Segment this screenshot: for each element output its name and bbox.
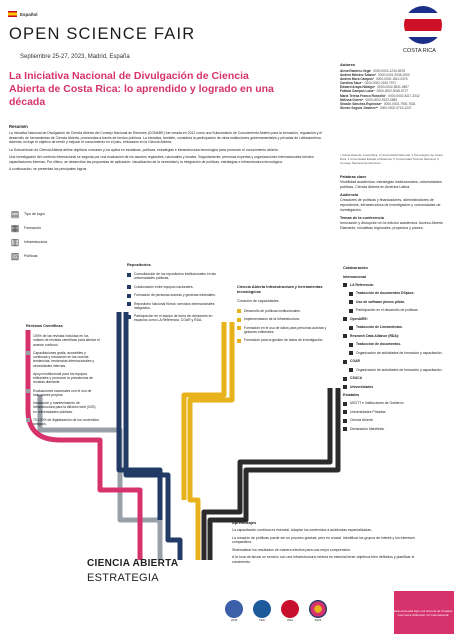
legend-label: Infraestructura	[24, 240, 48, 244]
achievement-text: OpenAIRE:	[350, 316, 368, 321]
achievement-text: Formación para la gestión de datos de investigación.	[244, 338, 324, 343]
colaboracion-items2	[343, 401, 451, 431]
author-name: Andrea Mora Campos³	[340, 77, 375, 82]
estatales-label: Estatales	[343, 393, 360, 398]
achievement-item	[26, 418, 100, 427]
achievement-text: Universidades	[350, 384, 374, 389]
achievement-item	[237, 317, 335, 322]
bullet-square-icon	[237, 309, 241, 313]
country-label: COSTA RICA	[403, 48, 436, 54]
achievement-item	[349, 325, 451, 330]
bullet-square-icon	[343, 334, 347, 338]
bullet-square-icon	[343, 377, 347, 381]
author-name: Edward Araya-Hidalgo⁵	[340, 85, 376, 90]
legend-label: Políticas	[24, 254, 38, 258]
achievement-item	[127, 293, 219, 298]
logo-conare-label: 2023	[314, 618, 322, 622]
author-orcid[interactable]: 0000-0002-5631-0897	[377, 85, 409, 90]
achievement-item	[237, 338, 335, 343]
achievement-text: Colaboración entre equipos nacionales.	[134, 284, 194, 289]
legend-item	[10, 235, 47, 249]
spain-flag-icon	[8, 11, 17, 17]
achievement-text: Implementación de la infraestructura.	[244, 317, 300, 322]
bullet-square-icon	[349, 351, 353, 355]
achievement-text: Organización de actividades de formación y capacitación.	[356, 367, 443, 372]
formacion-icon: ▦	[10, 223, 20, 233]
politicas-icon: ▧	[10, 251, 20, 261]
legend-label: Formación	[24, 226, 41, 230]
event-title: OPEN SCIENCE FAIR	[9, 25, 196, 43]
bullet-square-icon	[349, 300, 353, 304]
tipo-de-logro-icon: ▤	[10, 209, 20, 219]
bullet-square-icon	[343, 410, 347, 414]
event-date: Septiembre 25-27, 2023, Madrid, España	[20, 54, 130, 60]
bullet-square-icon	[26, 402, 30, 406]
achievement-item	[127, 285, 219, 290]
line-navy	[126, 312, 180, 560]
bullet-square-icon	[26, 351, 30, 355]
author-item	[340, 106, 448, 110]
brand-line1: CIENCIA ABIERTA	[87, 558, 179, 569]
achievement-item	[349, 368, 451, 373]
repositorios-heading: Repositorios	[127, 262, 151, 267]
logos-row	[225, 600, 327, 622]
achievement-item	[237, 309, 335, 314]
logo-conare	[309, 600, 327, 622]
achievement-item	[127, 314, 219, 323]
achievement-text: Participación en el desarrollo de políticas.	[356, 308, 419, 313]
author-name: Fabiola Campos Luna⁶	[340, 89, 375, 94]
bullet-square-icon	[26, 335, 30, 339]
achievement-item	[343, 418, 451, 423]
aprendizajes-p3: Sistematizar los resultados de manera efectiva para una mejor comprensión.	[232, 547, 352, 552]
ciencia-sub: Creación de capacidades	[237, 299, 279, 303]
summary-p4: A continuación, se presentan los principales logros:	[9, 167, 88, 172]
author-name: Melissa Guerri⁸	[340, 97, 364, 102]
bullet-square-icon	[26, 389, 30, 393]
achievement-text: Traducción de documentos DSpace.	[356, 291, 415, 296]
language-label: Español	[20, 11, 38, 17]
achievement-text: Apoyo institucional para los equipos editoriales y promover la prevalencia de revistas diamante.	[33, 371, 93, 385]
infraestructura-icon: ▥	[10, 237, 20, 247]
achievement-item	[343, 410, 451, 415]
keywords-block	[340, 175, 450, 235]
achievement-text: Traducción de documentos.	[356, 342, 402, 347]
logo-ucr	[225, 600, 243, 622]
achievement-item	[26, 334, 100, 347]
achievement-text: Ciencia Abierta	[350, 418, 373, 423]
achievement-text: Consolidación de los repositorios institucionales en las universidades públicas.	[134, 272, 216, 281]
bullet-square-icon	[349, 292, 353, 296]
author-name: Steven Segura Jiménez¹⁰	[340, 105, 378, 110]
colaboracion-heading: Colaboración	[343, 265, 368, 270]
bullet-square-icon	[349, 343, 353, 347]
achievement-item	[349, 291, 451, 296]
aprendizajes-p4: A la hora de lanzar un servicio con una infraestructura mínima es esencial tener objetivos bien definidos y planificar el crecimiento.	[232, 555, 415, 564]
bullet-square-icon	[127, 315, 131, 319]
bullet-square-icon	[127, 294, 131, 298]
bullet-square-icon	[343, 283, 347, 287]
audience-heading: Audiencia	[340, 193, 359, 198]
revistas-items	[26, 334, 100, 426]
author-name: María Teresa Franco Rosselló⁷	[340, 93, 387, 98]
achievement-item	[237, 326, 335, 335]
bullet-square-icon	[127, 302, 131, 306]
author-orcid[interactable]: 0000-0002-1812-0376	[376, 77, 408, 82]
authors-heading: Autores	[340, 62, 356, 67]
bullet-square-icon	[343, 317, 347, 321]
logo-una-label: UNA	[286, 618, 294, 622]
summary-p1: La Iniciativa Nacional de Divulgación de Ciencia Abierta del Consejo Nacional de Rectores (CONARE) fue creada en 2012 como una Subcomisión de Conocimiento Abierto para la formación, regulación y el desarrollo de herramientas de Ciencia Abierta, promovidas a través de fondos públicos. La iniciativa, también, considera la participación de otras instituciones gubernamentales y privadas de Latinoamérica. Además, incluye el objetivo de medir y mejorar el conocimiento en el país, enfocados en la Ciencia Abierta.	[9, 131, 322, 145]
achievement-text: Uso de software plenes piloto.	[356, 299, 405, 304]
achievement-text: Organización de actividades de formación y capacitación.	[356, 350, 443, 355]
author-name: Carolina Sauz⁴	[340, 81, 363, 86]
author-orcid[interactable]: 0000-0002-9102-0885	[365, 97, 398, 102]
bullet-square-icon	[349, 326, 353, 330]
bullet-square-icon	[127, 285, 131, 289]
author-orcid[interactable]: 0000-0002-8117-2042	[388, 93, 420, 98]
achievement-text: Formación en el uso de datos para personas autoras y gestoras editoriales.	[244, 325, 327, 335]
topics-heading: Temas de la conferencia	[340, 216, 384, 221]
keywords-text: Visibilidad académica; estrategias institucionales, universidades públicas, Ciencia Abierta en América Latina.	[340, 180, 442, 189]
revistas-section	[26, 323, 100, 430]
achievement-text: 70-100% de digitalización de los contenidos antiguos.	[33, 417, 99, 426]
author-orcid[interactable]: 0000-0002-7900-7534	[383, 101, 416, 106]
achievement-item	[349, 308, 451, 313]
legend	[10, 207, 47, 263]
costa-rica-flag-icon	[404, 6, 442, 44]
achievement-item	[343, 317, 451, 322]
achievement-item	[343, 283, 451, 288]
achievement-text: Traducción de Lineamientos.	[356, 325, 403, 330]
tec-logo-icon	[253, 600, 271, 618]
achievement-item	[349, 300, 451, 305]
bullet-square-icon	[343, 385, 347, 389]
repositorios-items	[127, 272, 219, 323]
achievement-text: 100% de las revistas incluidas en los índices de revistas científicas para alentar el avance continuo.	[33, 334, 100, 347]
bullet-square-icon	[343, 402, 347, 406]
repositorios-section	[127, 262, 219, 327]
achievement-text: LA Referencia:	[350, 282, 374, 287]
bullet-square-icon	[349, 309, 353, 313]
license-text: Esta obra está bajo una licencia de Creative Commons Atribución 4.0 Internacional	[393, 609, 453, 617]
author-orcid[interactable]: 0000-0002-1234-5678	[373, 69, 405, 73]
ciencia-items	[237, 309, 335, 343]
author-orcid[interactable]: 0000-0002-0715-1247	[379, 105, 412, 110]
aprendizajes-heading: Aprendizajes	[232, 520, 257, 525]
legend-item	[10, 249, 47, 263]
achievement-item	[26, 389, 100, 398]
achievement-text: Universidades Privadas	[350, 409, 386, 414]
achievement-text: Repositorio Nacional Kimuk: servicios internacionales integrados.	[134, 301, 215, 310]
achievement-item	[127, 302, 219, 311]
achievement-text: COAR	[350, 359, 360, 364]
ciencia-heading: Ciencia Abierta Infraestructura y herramientas tecnológicas	[237, 284, 323, 294]
bullet-square-icon	[343, 360, 347, 364]
author-orcid[interactable]: 0000-0002-9046-9727	[376, 89, 409, 94]
achievement-text: Formación de personas autoras y gestoras editoriales.	[134, 293, 216, 297]
brand-line2: ESTRATEGIA	[87, 572, 159, 584]
bullet-square-icon	[237, 326, 241, 330]
bullet-square-icon	[237, 318, 241, 322]
achievement-text: CSUCA	[350, 376, 363, 381]
summary-heading: Resumen	[9, 124, 28, 129]
bullet-square-icon	[26, 372, 30, 376]
bullet-square-icon	[237, 339, 241, 343]
author-orcid[interactable]: 0000-0001-9436-2000	[378, 73, 410, 78]
summary-p3: Una investigación del contexto internacional se seguida por una evaluación de los asuntos regionales, nacionales y locales. Seguidamente, personas expertas y organizaciones internacionales brinden capacitaciones internas. Por último, se desarrollan las propuestas de aplicación: visualización de la necesidad y la integración de políticas, estrategias e infraestructura tecnológica.	[9, 155, 314, 164]
colaboracion-items	[343, 283, 451, 390]
achievement-item	[343, 359, 451, 364]
revistas-heading: Revistas Científicas	[26, 323, 63, 328]
authors-list	[340, 69, 448, 110]
aprendizajes-section	[232, 520, 432, 567]
logo-tec-label: TEC	[259, 618, 265, 622]
achievement-text: MICITT e Instituciones de Gobierno	[350, 401, 404, 406]
logo-una	[281, 600, 299, 622]
audience-text: Creadores de políticas y financiadores, administradores de repositorios, infraestructura de investigación y comunidades de investigación.	[340, 198, 441, 212]
logo-ucr-label: UCR	[230, 618, 238, 622]
achievement-text: Declaración Manifiesto	[350, 426, 385, 431]
author-name: Andrea Méndez Solano²	[340, 73, 377, 78]
brand-block	[87, 558, 178, 584]
achievement-item	[343, 385, 451, 390]
achievement-item	[343, 334, 451, 339]
logo-tec	[253, 600, 271, 622]
bullet-square-icon	[349, 368, 353, 372]
achievement-item	[349, 342, 451, 347]
author-name: Shaslin Sánchez-Espinosa⁹	[340, 101, 382, 106]
achievement-item	[349, 351, 451, 356]
colaboracion-section	[343, 265, 451, 435]
bullet-square-icon	[127, 273, 131, 277]
legend-item	[10, 221, 47, 235]
achievement-text: Evaluaciones nacionales con el uso de indicadores propios.	[33, 388, 92, 397]
achievement-item	[26, 372, 100, 385]
achievement-text: Instalación y mantenimiento de infraestructura para la difusión web (OJS) en universidades públicas.	[33, 401, 96, 414]
keywords-heading: Palabras clave	[340, 175, 367, 179]
author-orcid[interactable]: 0000-0002-2183-7971	[364, 81, 397, 86]
ciencia-section	[237, 284, 335, 347]
achievement-text: Participación en el equipo de toma de decisiones en espacios como LA Referencia, COAR y RDA.	[134, 314, 213, 323]
summary-p2: La Subcomisión de Ciencia Abierta define objetivos comunes y los aplica en iniciativas, políticas, estrategias e infraestructura tecnológica para promover el conocimiento abierto.	[9, 147, 279, 152]
bullet-square-icon	[26, 418, 30, 422]
bullet-square-icon	[343, 427, 347, 431]
achievement-item	[343, 427, 451, 432]
achievement-text: Capacitaciones gratis, accesibles y continuas y educación en las nuevas tendencias, tendencias internacionales y necesidades internas.	[33, 350, 95, 368]
achievement-text: Research Data Alliance (RDA):	[350, 333, 400, 338]
achievement-item	[127, 272, 219, 281]
achievement-item	[343, 401, 451, 406]
poster-title: La Iniciativa Nacional de Divulgación de Ciencia Abierta de Costa Rica: lo aprendido y logrado en una década	[9, 70, 274, 109]
legend-label: Tipo de logro	[24, 212, 45, 216]
language-selector[interactable]	[8, 11, 38, 17]
bullet-square-icon	[343, 419, 347, 423]
achievement-item	[26, 401, 100, 414]
aprendizajes-p2: La creación de políticas puede ser un proceso gradual, pero es crucial. Identificar los grupos de interés y los intereses compartidos.	[232, 535, 415, 545]
legend-item	[10, 207, 47, 221]
summary-text	[9, 131, 329, 175]
una-logo-icon	[281, 600, 299, 618]
author-name: Alexa Ramírez-Vega¹	[340, 69, 372, 73]
affiliations: ¹ Universidad de Costa Rica, 2 Universidad Nacional, 3 Tecnológico de Costa Rica, 4 Universidad Estatal a Distancia, 5 Universidad Técnica Nacional, 6 Consejo Nacional de Rectores	[340, 153, 443, 165]
conare-logo-icon	[309, 600, 327, 618]
achievement-item	[26, 351, 100, 368]
topics-text: Innovación y disrupción en la edición académica. Acceso Abierto Diamante, iniciativas regionales, proyectos y planes.	[340, 221, 443, 231]
achievement-item	[343, 376, 451, 381]
achievement-text: Desarrollo de políticas institucionales.	[244, 308, 301, 313]
intl-label: Internacional	[343, 275, 366, 279]
aprendizajes-p1: La capacitación continua es esencial. Adaptar los contenidos a audiencias especializadas.	[232, 528, 372, 532]
ucr-logo-icon	[225, 600, 243, 618]
